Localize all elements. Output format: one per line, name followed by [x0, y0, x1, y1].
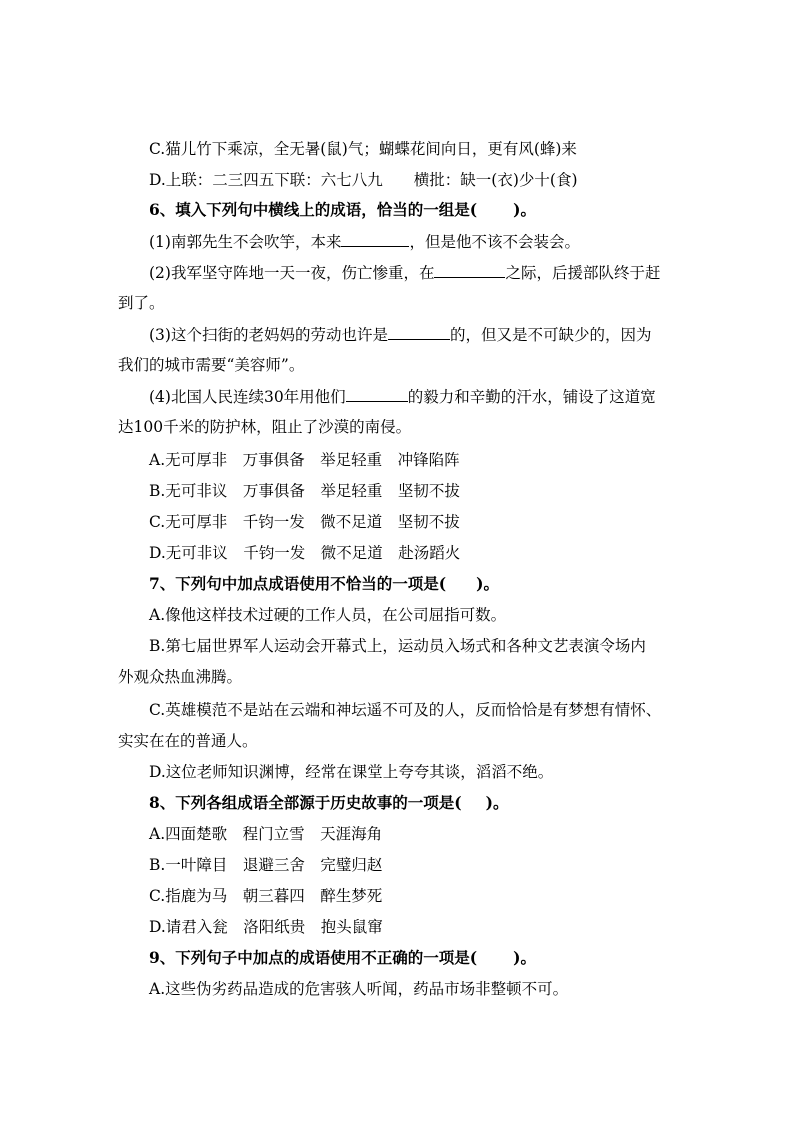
q8-option-a: A.四面楚歌 程门立雪 天涯海角 — [149, 825, 383, 843]
q6-s4-after: 的毅力和辛勤的汗水，铺设了这道宽 — [407, 388, 656, 406]
q7-option-c: C.英雄模范不是站在云端和神坛遥不可及的人，反而恰恰是有梦想有情怀、 — [149, 701, 662, 719]
q6-sentence-1 — [149, 230, 580, 253]
question-7-suffix: )。 — [476, 574, 499, 593]
q6-sentence-2-cont: 到了。 — [118, 294, 165, 312]
q6-s2-before: (2)我军坚守阵地一天一夜，伤亡惨重，在 — [149, 264, 435, 282]
q6-option-c: C.无可厚非 千钧一发 微不足道 坚韧不拔 — [149, 513, 460, 531]
q9-option-a: A.这些伪劣药品造成的危害骇人听闻，药品市场非整顿不可。 — [149, 980, 569, 998]
q6-s2-after: 之际，后援部队终于赶 — [505, 264, 661, 282]
q6-sentence-4-cont: 达100千米的防护林，阻止了沙漠的南侵。 — [118, 418, 412, 436]
q8-option-c: C.指鹿为马 朝三暮四 醉生梦死 — [149, 887, 383, 905]
q7-option-c-cont: 实实在在的普通人。 — [118, 732, 258, 750]
q7-option-b-cont: 外观众热血沸腾。 — [118, 668, 243, 686]
q6-sentence-3 — [149, 323, 651, 346]
question-9-suffix: )。 — [513, 948, 536, 967]
q6-sentence-3-cont: 我们的城市需要“美容师”。 — [118, 356, 305, 374]
question-8-suffix: )。 — [485, 793, 509, 812]
q6-s1-before: (1)南郭先生不会吹竽，本来 — [149, 233, 342, 251]
q6-sentence-2 — [149, 261, 660, 284]
question-6-suffix: )。 — [513, 200, 536, 219]
question-9-stem — [149, 947, 536, 969]
q8-option-d: D.请君入瓮 洛阳纸贵 抱头鼠窜 — [149, 918, 383, 936]
question-7-text: 7、下列句中加点成语使用不恰当的一项是( — [149, 574, 447, 593]
q8-option-b: B.一叶障目 退避三舍 完璧归赵 — [149, 856, 383, 874]
q6-option-b: B.无可非议 万事俱备 举足轻重 坚韧不拔 — [149, 482, 460, 500]
q6-sentence-4 — [149, 385, 656, 408]
answer-blank — [434, 261, 505, 278]
q7-option-d: D.这位老师知识渊博，经常在课堂上夸夸其谈，滔滔不绝。 — [149, 763, 554, 781]
answer-blank — [341, 230, 409, 247]
q6-s1-after: ，但是他不该不会装会。 — [409, 233, 580, 251]
answer-blank — [346, 385, 408, 402]
question-8-text: 8、下列各组成语全部源于历史故事的一项是( — [149, 793, 462, 812]
q5-option-d: D.上联：二三四五下联：六七八九 横批：缺一(衣)少十(食) — [149, 171, 578, 189]
answer-blank — [388, 323, 450, 340]
q6-s4-before: (4)北国人民连续30年用他们 — [149, 388, 346, 406]
q6-option-d: D.无可非议 千钧一发 微不足道 赴汤蹈火 — [149, 544, 461, 562]
q7-option-a: A.像他这样技术过硬的工作人员，在公司屈指可数。 — [149, 606, 507, 624]
q6-s3-after: 的，但又是不可缺少的，因为 — [449, 326, 652, 344]
q6-s3-before: (3)这个扫街的老妈妈的劳动也许是 — [149, 326, 388, 344]
question-6-text: 6、填入下列句中横线上的成语，恰当的一组是( — [149, 200, 478, 219]
q6-option-a: A.无可厚非 万事俱备 举足轻重 冲锋陷阵 — [149, 451, 460, 469]
q7-option-b: B.第七届世界军人运动会开幕式上，运动员入场式和各种文艺表演令场内 — [149, 637, 646, 655]
question-6-stem — [149, 199, 536, 221]
question-7-stem — [149, 573, 499, 595]
q5-option-c: C.猫儿竹下乘凉，全无暑(鼠)气；蝴蝶花间向日，更有风(蜂)来 — [149, 140, 577, 158]
question-8-stem — [149, 792, 508, 814]
question-9-text: 9、下列句子中加点的成语使用不正确的一项是( — [149, 948, 478, 967]
